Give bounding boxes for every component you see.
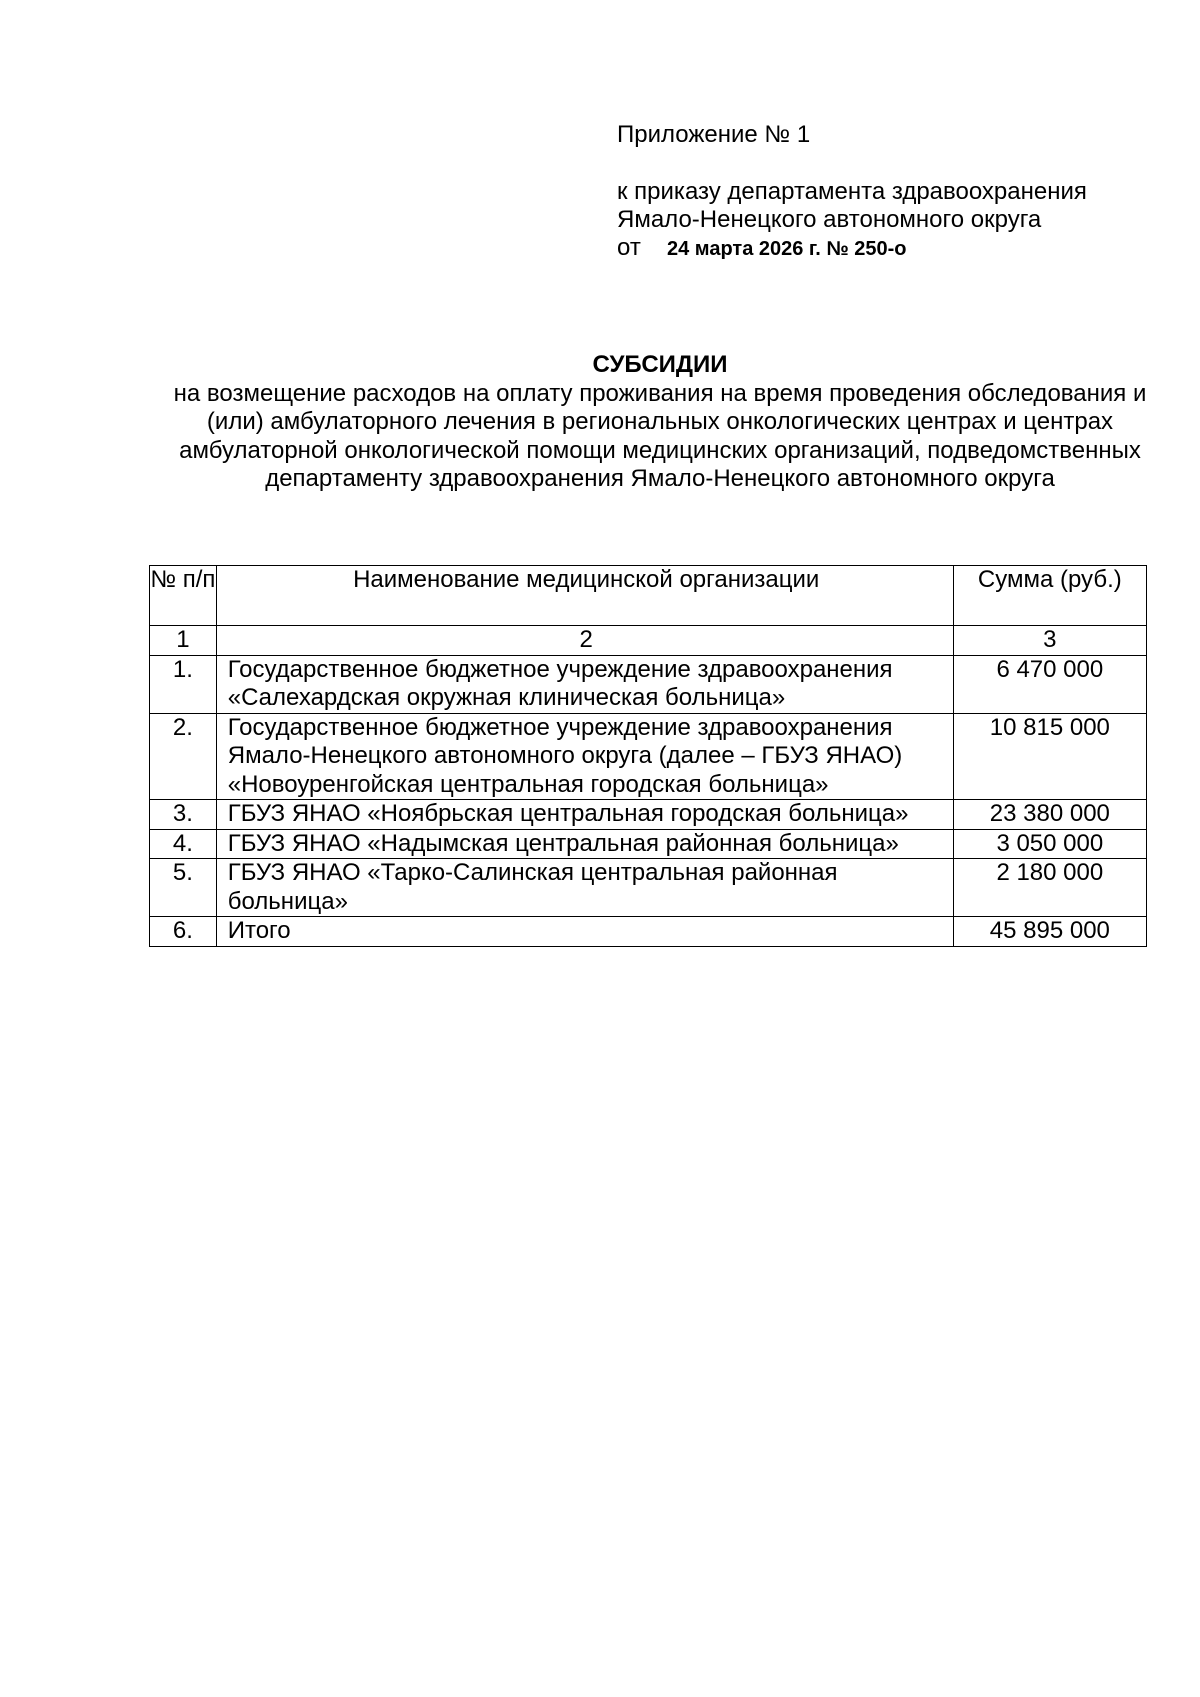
document-subtitle: на возмещение расходов на оплату проживания на время проведения обследования и (или) амбулаторного лечения в региональных онкологических центрах и центрах амбулаторной онкологической помощи медицинских организаций, подведомственных департаменту здравоохранения Ямало-Ненецкого автономного округа	[173, 379, 1147, 492]
table-row	[150, 829, 1147, 859]
appendix-header	[617, 121, 1157, 263]
row-name: ГБУЗ ЯНАО «Тарко-Салинская центральная районная больница»	[216, 859, 953, 917]
table-row	[150, 859, 1147, 917]
row-num: 4.	[150, 829, 217, 859]
row-sum: 45 895 000	[953, 917, 1146, 947]
table-row	[150, 713, 1147, 800]
table-index-row	[150, 626, 1147, 656]
index-cell: 2	[216, 626, 953, 656]
table-row	[150, 800, 1147, 830]
appendix-number: Приложение № 1	[617, 121, 811, 148]
row-sum: 23 380 000	[953, 800, 1146, 830]
row-num: 6.	[150, 917, 217, 947]
appendix-line-1: к приказу департамента здравоохранения	[617, 178, 1087, 205]
table-header-row	[150, 566, 1147, 626]
row-num: 3.	[150, 800, 217, 830]
appendix-line-2: Ямало-Ненецкого автономного округа	[617, 206, 1042, 233]
header-name: Наименование медицинской организации	[216, 566, 953, 626]
header-num: № п/п	[150, 566, 217, 626]
row-name: ГБУЗ ЯНАО «Надымская центральная районная больница»	[216, 829, 953, 859]
row-name: ГБУЗ ЯНАО «Ноябрьская центральная городская больница»	[216, 800, 953, 830]
document-title-block	[150, 351, 1170, 494]
document-title: СУБСИДИИ	[592, 351, 728, 378]
row-sum: 2 180 000	[953, 859, 1146, 917]
subsidies-table	[149, 565, 1147, 947]
row-num: 1.	[150, 655, 217, 713]
row-name: Государственное бюджетное учреждение здравоохранения Ямало-Ненецкого автономного округа (далее – ГБУЗ ЯНАО) «Новоуренгойская центральная городская больница»	[216, 713, 953, 800]
row-sum: 6 470 000	[953, 655, 1146, 713]
table-row	[150, 655, 1147, 713]
table-row-total	[150, 917, 1147, 947]
order-date-number: 24 марта 2026 г. № 250-о	[667, 238, 907, 260]
index-cell: 1	[150, 626, 217, 656]
header-sum: Сумма (руб.)	[953, 566, 1146, 626]
row-sum: 10 815 000	[953, 713, 1146, 800]
appendix-date-line	[617, 234, 1157, 263]
date-prefix: от	[617, 234, 641, 261]
row-sum: 3 050 000	[953, 829, 1146, 859]
row-name: Итого	[216, 917, 953, 947]
row-num: 5.	[150, 859, 217, 917]
row-name: Государственное бюджетное учреждение здравоохранения «Салехардская окружная клиническая больница»	[216, 655, 953, 713]
index-cell: 3	[953, 626, 1146, 656]
row-num: 2.	[150, 713, 217, 800]
